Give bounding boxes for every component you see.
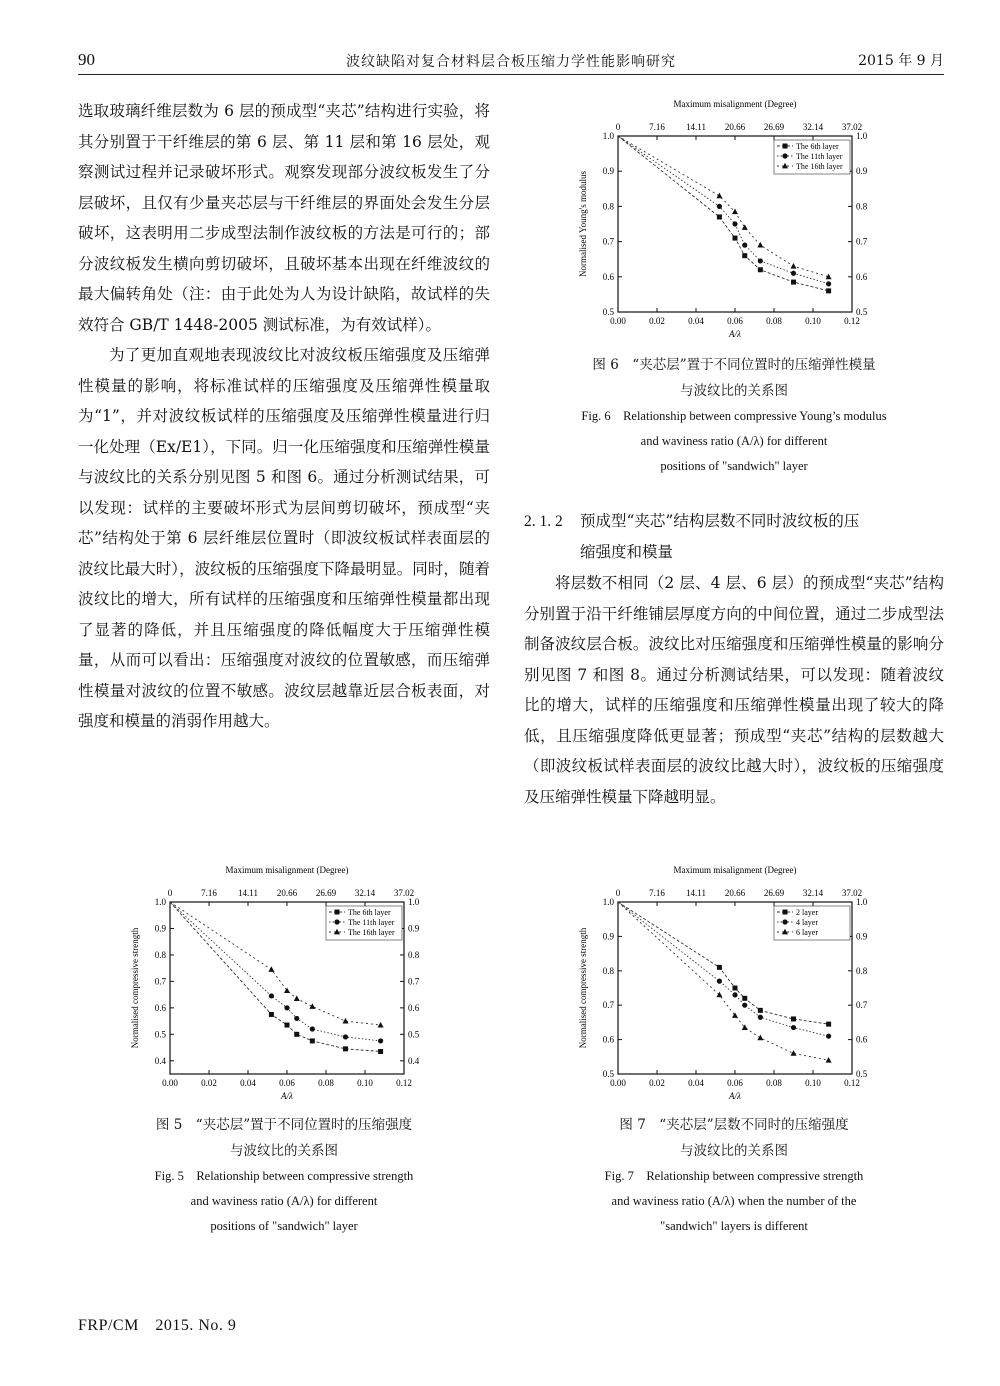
caption-cn: 与波纹比的关系图 (680, 383, 788, 399)
y-tick-label: 0.6 (154, 1002, 166, 1013)
y-tick-label-right: 0.6 (856, 271, 868, 282)
y-tick-label: 0.4 (154, 1055, 166, 1066)
y-tick-label-right: 0.5 (408, 1029, 420, 1040)
x-tick-label: 0.10 (805, 1078, 821, 1088)
x-tick-label: 0.12 (844, 1078, 860, 1088)
data-point (378, 1038, 383, 1043)
data-point (716, 193, 722, 199)
x-tick-label: 0.04 (688, 1078, 704, 1088)
section-title: 预成型“夹芯”结构层数不同时波纹板的压 (580, 512, 860, 530)
data-point (758, 1015, 763, 1020)
data-point (742, 243, 747, 248)
data-point (826, 1057, 832, 1063)
legend-label: The 16th layer (796, 162, 843, 171)
top-tick-label: 32.14 (802, 122, 824, 132)
fig6-caption (520, 352, 948, 479)
data-point (791, 280, 796, 285)
data-point (309, 1003, 315, 1009)
x-tick-label: 0.04 (688, 316, 704, 326)
chart-fig5-compressive-strength (112, 862, 442, 1108)
y-tick-label: 1.0 (602, 131, 614, 141)
paragraph: 选取玻璃纤维层数为 6 层的预成型“夹芯”结构进行实验，将其分别置于干纤维层的第 6 层、第 11 层和第 16 层处，观察测试过程并记录破坏形式。观察发现部分波纹板发生了分层破坏，且仅有少量夹芯层与干纤维层的界面处会发生分层破坏，这表明用二步成型法制作波纹板的方法是可行的；部分波纹板发生横向剪切破坏，且破坏基本出现在纤维波纹的最大偏转角处（注：由于此处为人为设计缺陷，故试样的失效符合 GB/T 1448-2005 测试标准，为有效试样）。 (78, 102, 490, 334)
data-point (284, 1005, 289, 1010)
y-tick-label-right: 0.9 (856, 166, 868, 177)
y-tick-label: 0.8 (602, 201, 614, 212)
data-point (758, 1008, 763, 1013)
data-point (294, 995, 300, 1001)
y-axis-label: Normalised compressive strength (578, 927, 588, 1049)
data-point (732, 221, 737, 226)
legend-label: The 11th layer (796, 152, 843, 161)
section-number: 2. 1. 2 (524, 513, 563, 530)
legend-marker (783, 144, 788, 149)
data-point (733, 986, 738, 991)
x-tick-label: 0.00 (162, 1078, 178, 1088)
paragraph: 为了更加直观地表现波纹比对波纹板压缩强度及压缩弹性模量的影响，将标准试样的压缩强度及压缩弹性模量取为“1”，并对波纹板试样的压缩强度及压缩弹性模量进行归一化处理（Ex/E1），下同。归一化压缩强度和压缩弹性模量与波纹比的关系分别见图 5 和图 6。通过分析测试结果，可以发现：试样的主要破坏形式为层间剪切破坏，预成型“夹芯”结构处于第 6 层纤维层位置时（即波纹板试样表面层的波纹比最大时），波纹板的压缩强度下降最明显。同时，随着波纹比的增大，所有试样的压缩强度和压缩弹性模量都出现了显著的降低，并且压缩强度的降低幅度大于压缩弹性模量，从而可以看出：压缩强度对波纹的位置敏感，而压缩弹性模量对波纹的位置不敏感。波纹层越靠近层合板表面，对强度和模量的消弱作用越大。 (78, 346, 490, 730)
left-column-text (78, 96, 490, 737)
top-tick-label: 32.14 (354, 888, 376, 898)
data-point (310, 1026, 315, 1031)
data-point (791, 1025, 796, 1030)
top-tick-label: 14.11 (238, 888, 258, 898)
y-tick-label: 0.5 (602, 307, 614, 317)
data-point (343, 1034, 348, 1039)
data-point (343, 1018, 349, 1024)
data-point (791, 263, 797, 269)
data-point (791, 1016, 796, 1021)
fig7-caption (520, 1112, 948, 1239)
legend-label: The 16th layer (348, 928, 395, 937)
caption-cn: 图 6 “夹芯层”置于不同位置时的压缩弹性模量 (592, 357, 876, 373)
y-tick-label-right: 0.9 (408, 923, 420, 934)
y-tick-label: 0.8 (154, 949, 166, 960)
x-tick-label: 0.02 (649, 1078, 665, 1088)
y-tick-label-right: 0.8 (408, 949, 420, 960)
y-tick-label-right: 1.0 (856, 897, 868, 907)
data-point (717, 979, 722, 984)
caption-en: and waviness ratio (A/λ) when the number of the (611, 1194, 857, 1208)
top-tick-label: 0 (167, 888, 173, 898)
chart-fig6-youngs-modulus (560, 96, 890, 346)
y-tick-label: 1.0 (154, 897, 166, 907)
caption-cn: 图 5 “夹芯层”置于不同位置时的压缩强度 (155, 1117, 413, 1133)
y-tick-label: 0.9 (602, 931, 614, 942)
y-tick-label-right: 1.0 (856, 131, 868, 141)
data-point (758, 267, 763, 272)
section-title-cont: 缩强度和模量 (580, 543, 674, 561)
data-point (268, 966, 274, 972)
legend-marker (783, 910, 788, 915)
top-axis-label: Maximum misalignment (Degree) (673, 865, 797, 875)
y-tick-label: 0.5 (602, 1069, 614, 1079)
data-point (757, 242, 763, 248)
top-tick-label: 26.69 (315, 888, 337, 898)
y-tick-label: 0.7 (602, 236, 614, 247)
data-point (717, 214, 722, 219)
legend-label: The 11th layer (348, 918, 395, 927)
y-tick-label-right: 0.7 (856, 1000, 868, 1011)
data-point (378, 1022, 384, 1028)
paragraph: 将层数不相同（2 层、4 层、6 层）的预成型“夹芯”结构分别置于沿干纤维铺层厚度方向的中间位置，通过二步成型法制备波纹层合板。波纹比对压缩强度和压缩弹性模量的影响分别见图 7 和图 8。通过分析测试结果，可以发现：随着波纹比的增大，试样的压缩强度和压缩弹性模量出现了较大的降低，且压缩强度降低更显著；预成型“夹芯”结构的层数越大（即波纹板试样表面层的波纹比越大时），波纹板的压缩强度及压缩弹性模量下降越明显。 (524, 574, 944, 806)
data-point (716, 992, 722, 998)
data-point (269, 993, 274, 998)
data-point (758, 258, 763, 263)
data-point (742, 1003, 747, 1008)
data-point (310, 1038, 315, 1043)
x-axis-label: A/λ (281, 1091, 293, 1101)
top-tick-label: 0 (615, 122, 621, 132)
top-tick-label: 37.02 (841, 888, 863, 898)
data-point (717, 204, 722, 209)
top-tick-label: 14.11 (686, 122, 706, 132)
caption-cn: 与波纹比的关系图 (230, 1143, 338, 1159)
data-point (826, 281, 831, 286)
y-tick-label-right: 0.9 (856, 931, 868, 942)
y-tick-label-right: 0.7 (856, 236, 868, 247)
legend-label: 2 layer (796, 908, 818, 917)
top-tick-label: 7.16 (201, 888, 217, 898)
chart-fig7-compressive-strength-layers (560, 862, 890, 1108)
caption-en: and waviness ratio (A/λ) for different (190, 1194, 378, 1208)
y-tick-label-right: 0.6 (408, 1002, 420, 1013)
caption-en: Fig. 6 Relationship between compressive Young’s modulus (581, 409, 887, 423)
legend-marker (335, 910, 340, 915)
y-tick-label: 0.7 (154, 976, 166, 987)
y-tick-label-right: 0.5 (856, 307, 868, 317)
y-tick-label: 1.0 (602, 897, 614, 907)
y-tick-label-right: 0.4 (408, 1055, 420, 1066)
page-number: 90 (78, 50, 95, 69)
data-point (742, 224, 748, 230)
data-point (378, 1049, 383, 1054)
x-axis-label: A/λ (729, 329, 741, 339)
data-point (343, 1046, 348, 1051)
x-tick-label: 0.02 (201, 1078, 217, 1088)
fig5-caption (70, 1112, 498, 1239)
caption-en: and waviness ratio (A/λ) for different (640, 434, 828, 448)
legend-label: The 6th layer (348, 908, 391, 917)
top-tick-label: 37.02 (393, 888, 415, 898)
data-point (285, 1023, 290, 1028)
legend-marker (334, 919, 339, 924)
journal-footer: FRP/CM 2015. No. 9 (78, 1317, 237, 1334)
data-point (717, 965, 722, 970)
x-tick-label: 0.06 (727, 316, 743, 326)
top-tick-label: 20.66 (724, 888, 746, 898)
legend-label: 6 layer (796, 928, 818, 937)
top-tick-label: 26.69 (763, 122, 785, 132)
data-point (826, 1022, 831, 1027)
data-point (294, 1016, 299, 1021)
data-point (791, 271, 796, 276)
legend-marker (782, 153, 787, 158)
top-tick-label: 7.16 (649, 888, 665, 898)
legend-marker (782, 919, 787, 924)
y-tick-label: 0.7 (602, 1000, 614, 1011)
data-point (294, 1032, 299, 1037)
y-tick-label-right: 0.5 (856, 1069, 868, 1079)
x-tick-label: 0.06 (727, 1078, 743, 1088)
legend-label: The 6th layer (796, 142, 839, 151)
x-tick-label: 0.08 (766, 1078, 782, 1088)
issue-date: 2015 年 9 月 (858, 53, 944, 69)
x-tick-label: 0.08 (318, 1078, 334, 1088)
section-heading (524, 506, 944, 567)
top-tick-label: 32.14 (802, 888, 824, 898)
top-tick-label: 20.66 (724, 122, 746, 132)
top-axis-label: Maximum misalignment (Degree) (225, 865, 349, 875)
data-point (269, 1012, 274, 1017)
top-tick-label: 7.16 (649, 122, 665, 132)
x-tick-label: 0.02 (649, 316, 665, 326)
y-tick-label: 0.6 (602, 271, 614, 282)
running-header (78, 50, 944, 74)
caption-en: Fig. 7 Relationship between compressive strength (604, 1169, 864, 1183)
top-tick-label: 14.11 (686, 888, 706, 898)
data-point (791, 1050, 797, 1056)
caption-en: Fig. 5 Relationship between compressive strength (154, 1169, 414, 1183)
data-point (284, 987, 290, 993)
x-tick-label: 0.06 (279, 1078, 295, 1088)
x-tick-label: 0.12 (844, 316, 860, 326)
y-tick-label: 0.9 (154, 923, 166, 934)
y-tick-label: 0.9 (602, 166, 614, 177)
data-point (732, 992, 737, 997)
y-tick-label-right: 0.7 (408, 976, 420, 987)
y-tick-label: 0.8 (602, 965, 614, 976)
y-axis-label: Normalised compressive strength (130, 927, 140, 1049)
x-tick-label: 0.04 (240, 1078, 256, 1088)
data-point (733, 236, 738, 241)
top-tick-label: 37.02 (841, 122, 863, 132)
data-point (826, 1034, 831, 1039)
top-axis-label: Maximum misalignment (Degree) (673, 99, 797, 109)
caption-en: positions of "sandwich" layer (660, 459, 808, 473)
top-tick-label: 0 (615, 888, 621, 898)
legend-label: 4 layer (796, 918, 818, 927)
x-tick-label: 0.00 (610, 316, 626, 326)
caption-cn: 与波纹比的关系图 (680, 1143, 788, 1159)
y-tick-label-right: 0.8 (856, 201, 868, 212)
x-axis-label: A/λ (729, 1091, 741, 1101)
top-tick-label: 26.69 (763, 888, 785, 898)
x-tick-label: 0.00 (610, 1078, 626, 1088)
data-point (742, 253, 747, 258)
right-column-text (524, 568, 944, 812)
x-tick-label: 0.10 (357, 1078, 373, 1088)
y-tick-label-right: 1.0 (408, 897, 420, 907)
y-tick-label-right: 0.6 (856, 1034, 868, 1045)
y-tick-label-right: 0.8 (856, 965, 868, 976)
y-axis-label: Normalised Young's modulus (578, 171, 588, 277)
caption-cn: 图 7 “夹芯层”层数不同时的压缩强度 (619, 1117, 849, 1133)
data-point (757, 1035, 763, 1041)
data-point (742, 996, 747, 1001)
data-point (826, 288, 831, 293)
caption-en: "sandwich" layers is different (660, 1219, 808, 1233)
x-tick-label: 0.08 (766, 316, 782, 326)
y-tick-label: 0.5 (154, 1029, 166, 1040)
x-tick-label: 0.12 (396, 1078, 412, 1088)
top-tick-label: 20.66 (276, 888, 298, 898)
x-tick-label: 0.10 (805, 316, 821, 326)
caption-en: positions of "sandwich" layer (210, 1219, 358, 1233)
journal-title: 波纹缺陷对复合材料层合板压缩力学性能影响研究 (346, 54, 676, 70)
y-tick-label: 0.6 (602, 1034, 614, 1045)
header-rule (78, 74, 944, 75)
